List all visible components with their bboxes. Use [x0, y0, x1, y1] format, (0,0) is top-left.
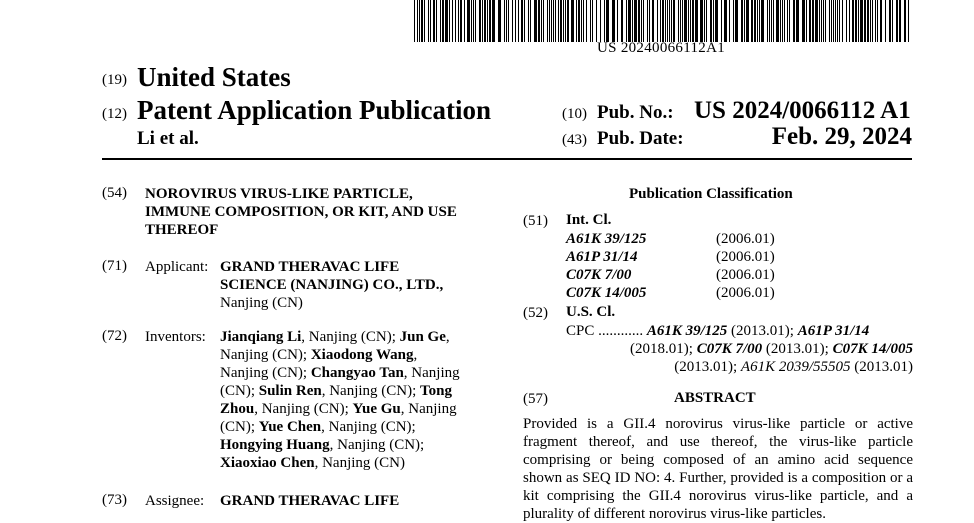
barcode-bar: [489, 0, 491, 42]
inid-code-52: (52): [523, 305, 548, 321]
barcode-bar: [812, 0, 814, 42]
barcode-bar: [581, 0, 582, 42]
barcode-bar: [872, 0, 873, 42]
inventor-location: ,: [413, 347, 418, 363]
barcode-bar: [784, 0, 785, 42]
barcode-bar: [596, 0, 597, 42]
barcode-bar: [428, 0, 429, 42]
barcode-bar: [421, 0, 423, 42]
barcode-bar: [414, 0, 415, 42]
authors: Li et al.: [137, 128, 199, 149]
ipc-code: C07K 7/00: [566, 267, 632, 283]
barcode-bar: [896, 0, 898, 42]
barcode-bar: [815, 0, 818, 42]
barcode-bar: [634, 0, 637, 42]
cpc-line: [566, 340, 913, 358]
barcode-bar: [846, 0, 847, 42]
barcode-bar: [449, 0, 450, 42]
barcode-bar: [530, 0, 531, 42]
barcode-bar: [867, 0, 869, 42]
barcode-bar: [473, 0, 474, 42]
barcode-bar: [829, 0, 830, 42]
header-divider: [102, 158, 912, 160]
ipc-code: A61P 31/14: [566, 249, 638, 265]
barcode-bar: [452, 0, 453, 42]
barcode-bar: [424, 0, 425, 42]
inventor-name: Yue Chen: [258, 419, 322, 435]
barcode-bar: [565, 0, 566, 42]
assignee-name: GRAND THERAVAC LIFE: [220, 493, 400, 509]
barcode-bar: [586, 0, 587, 42]
barcode-bar: [823, 0, 824, 42]
barcode-bar: [455, 0, 456, 42]
barcode-bar: [508, 0, 509, 42]
barcode-bar: [855, 0, 857, 42]
barcode-bar: [621, 0, 623, 42]
barcode-bar: [528, 0, 529, 42]
inid-code-57: (57): [523, 391, 548, 407]
barcode-bar: [789, 0, 790, 42]
ipc-version: (2006.01): [716, 285, 775, 301]
barcode-bar: [657, 0, 658, 42]
barcode-bar: [776, 0, 779, 42]
barcode-bar: [436, 0, 437, 42]
inid-code-19: (19): [102, 72, 127, 88]
barcode-bar: [417, 0, 418, 42]
cpc-code: A61P 31/14: [797, 323, 870, 339]
ipc-version: (2006.01): [716, 231, 775, 247]
barcode-bar: [864, 0, 866, 42]
barcode-bar: [735, 0, 738, 42]
barcode-bar: [612, 0, 615, 42]
barcode-bar: [560, 0, 562, 42]
barcode-bar: [773, 0, 774, 42]
us-cl-label: U.S. Cl.: [566, 304, 616, 320]
ipc-version: (2006.01): [716, 249, 775, 265]
cpc-code: A61K 2039/55505: [740, 359, 851, 375]
barcode-bar: [684, 0, 687, 42]
barcode-bar: [521, 0, 523, 42]
barcode-bar: [541, 0, 542, 42]
barcode-bar: [721, 0, 722, 42]
inventor-name: Hongying Huang: [220, 437, 330, 453]
barcode-bar: [741, 0, 743, 42]
barcode-bar: [692, 0, 694, 42]
barcode-bar: [899, 0, 901, 42]
cpc-text: (2013.01);: [674, 359, 741, 375]
barcode-bar: [885, 0, 886, 42]
barcode-bar: [678, 0, 679, 42]
barcode-bar: [806, 0, 807, 42]
barcode-bar: [464, 0, 465, 42]
abstract-text: Provided is a GII.4 norovirus virus-like particle or active fragment thereof, and use thereof, the virus-like particle comprising or being composed of an amino acid sequence shown as SEQ ID NO: 4. Further, provided is a composition or a kit comprising the GII.4 norovirus virus-like particle, and a plurality of different norovirus virus-like particles.: [523, 416, 913, 522]
inventor-location: , Nanjing (CN);: [254, 401, 353, 417]
inid-code-51: (51): [523, 213, 548, 229]
barcode-bar: [534, 0, 537, 42]
barcode-bar: [617, 0, 618, 42]
barcode-bar: [460, 0, 462, 42]
barcode-bar: [583, 0, 584, 42]
cpc-classification: [566, 322, 913, 376]
barcode-bar: [754, 0, 756, 42]
barcode-bar: [606, 0, 609, 42]
barcode-number: US 20240066112A1: [597, 40, 726, 56]
barcode-bar: [908, 0, 909, 42]
barcode-bar: [632, 0, 633, 42]
barcode-bar: [744, 0, 745, 42]
barcode-bar: [842, 0, 843, 42]
barcode-bar: [680, 0, 681, 42]
barcode-bar: [604, 0, 605, 42]
barcode-bar: [512, 0, 513, 42]
inventor-name: Xiaoxiao Chen: [220, 455, 315, 471]
inventors-line: [220, 346, 460, 364]
barcode-bar: [688, 0, 689, 42]
inventor-name: Jun Ge: [399, 329, 446, 345]
barcode-bar: [706, 0, 707, 42]
inventor-location: , Nanjing (CN);: [321, 419, 416, 435]
barcode-bar: [831, 0, 832, 42]
ipc-row: [566, 267, 775, 284]
cpc-line: [566, 358, 913, 376]
pub-no-value: US 2024/0066112 A1: [694, 97, 911, 124]
inventors-line: [220, 454, 460, 472]
barcode-bar: [849, 0, 850, 42]
invention-title: [145, 185, 457, 239]
barcode-bar: [643, 0, 644, 42]
cpc-code: C07K 14/005: [832, 341, 913, 357]
barcode-bar: [870, 0, 871, 42]
classification-heading: Publication Classification: [629, 186, 793, 202]
barcode-bar: [729, 0, 730, 42]
barcode-bar: [563, 0, 564, 42]
cpc-line: [566, 322, 913, 340]
barcode-bar: [724, 0, 727, 42]
barcode-bar: [713, 0, 714, 42]
cpc-code: C07K 7/00: [696, 341, 763, 357]
int-cl-label: Int. Cl.: [566, 212, 612, 228]
barcode-bar: [690, 0, 691, 42]
barcode-bar: [821, 0, 822, 42]
barcode-bar: [638, 0, 640, 42]
barcode-bar: [704, 0, 705, 42]
inventors-line: [220, 382, 460, 400]
inid-code-10: (10): [562, 106, 587, 122]
barcode-bar: [524, 0, 525, 42]
invention-title-line: THEREOF: [145, 222, 219, 238]
applicant-block: [220, 258, 443, 312]
inid-code-43: (43): [562, 132, 587, 148]
document-type-title: Patent Application Publication: [137, 95, 492, 125]
inventor-location: , Nanjing (CN);: [321, 383, 421, 399]
pub-date-value: Feb. 29, 2024: [771, 123, 912, 150]
barcode-bar: [782, 0, 783, 42]
ipc-row: [566, 249, 775, 266]
cpc-text: (2013.01);: [727, 323, 798, 339]
inventors-line: [220, 328, 460, 346]
inventors-line: [220, 400, 460, 418]
barcode-bar: [652, 0, 654, 42]
barcode-bar: [852, 0, 854, 42]
barcode-bar: [467, 0, 470, 42]
abstract-heading: ABSTRACT: [674, 390, 756, 406]
barcode-bar: [809, 0, 811, 42]
barcode-bar: [877, 0, 878, 42]
barcode-bar: [471, 0, 472, 42]
barcode-bar: [819, 0, 820, 42]
pub-date-label: Pub. Date:: [597, 128, 684, 149]
ipc-version: (2006.01): [716, 267, 775, 283]
invention-title-line: NOROVIRUS VIRUS-LIKE PARTICLE,: [145, 186, 413, 202]
barcode-bar: [767, 0, 768, 42]
barcode-bar: [880, 0, 882, 42]
barcode-bar: [433, 0, 435, 42]
barcode-bar: [567, 0, 569, 42]
inventor-location: , Nanjing: [403, 365, 460, 381]
inventor-location: Nanjing (CN);: [220, 365, 311, 381]
barcode-bar: [682, 0, 683, 42]
cpc-text: (2013.01);: [762, 341, 833, 357]
barcode-bar: [553, 0, 554, 42]
barcode-bar: [445, 0, 448, 42]
barcode-bar: [487, 0, 488, 42]
barcode-bar: [787, 0, 788, 42]
barcode-bar: [710, 0, 712, 42]
inid-code-71: (71): [102, 258, 127, 274]
barcode-bar: [578, 0, 580, 42]
barcode-bar: [458, 0, 459, 42]
applicant-location: Nanjing (CN): [220, 295, 303, 311]
barcode-bar: [440, 0, 441, 42]
inventor-location: ,: [445, 329, 450, 345]
barcode-bar: [715, 0, 718, 42]
inventor-name: Jianqiang Li: [220, 329, 302, 345]
barcode-bar: [592, 0, 593, 42]
barcode-bar: [669, 0, 670, 42]
barcode-bar: [759, 0, 760, 42]
inventors-label: Inventors:: [145, 329, 206, 345]
barcode-bar: [695, 0, 698, 42]
inventor-location: Nanjing (CN);: [220, 347, 311, 363]
barcode-bar: [825, 0, 826, 42]
ipc-row: [566, 231, 775, 248]
barcode-bar: [671, 0, 672, 42]
barcode-bar: [892, 0, 893, 42]
applicant-name-line: GRAND THERAVAC LIFE: [220, 259, 400, 275]
barcode-bar: [558, 0, 559, 42]
barcode-bar: [751, 0, 753, 42]
barcode-bar: [543, 0, 544, 42]
inventor-location: (CN);: [220, 419, 259, 435]
barcode-bar: [549, 0, 550, 42]
inventor-location: (CN);: [220, 383, 259, 399]
barcode-bar: [506, 0, 507, 42]
barcode-bar: [780, 0, 781, 42]
barcode-bar: [802, 0, 805, 42]
barcode-bar: [796, 0, 799, 42]
barcode-bar: [746, 0, 749, 42]
barcode-bar: [660, 0, 661, 42]
barcode-bar: [504, 0, 505, 42]
barcode-bar: [626, 0, 627, 42]
barcode-bar: [889, 0, 891, 42]
inventor-name: Changyao Tan: [310, 365, 404, 381]
cpc-text: (2013.01): [850, 359, 913, 375]
inventor-location: , Nanjing (CN);: [301, 329, 400, 345]
inventor-name: Zhou: [220, 401, 255, 417]
barcode-bar: [733, 0, 734, 42]
barcode-bar: [662, 0, 664, 42]
barcode-bar: [492, 0, 495, 42]
barcode-bar: [555, 0, 556, 42]
inventors-line: [220, 436, 460, 454]
barcode-bar: [837, 0, 838, 42]
inid-code-54: (54): [102, 185, 127, 201]
barcode-bar: [479, 0, 481, 42]
barcode-bar: [833, 0, 834, 42]
inid-code-72: (72): [102, 328, 127, 344]
barcode-bar: [538, 0, 540, 42]
inventor-name: Tong: [420, 383, 453, 399]
barcode-bar: [498, 0, 501, 42]
barcode-bar: [628, 0, 631, 42]
inventor-location: , Nanjing (CN);: [329, 437, 425, 453]
barcode-bar: [475, 0, 476, 42]
ipc-code: C07K 14/005: [566, 285, 647, 301]
barcode-bar: [649, 0, 650, 42]
country-title: United States: [137, 62, 291, 92]
barcode-bar: [430, 0, 431, 42]
invention-title-line: IMMUNE COMPOSITION, OR KIT, AND USE: [145, 204, 457, 220]
applicant-name-line: SCIENCE (NANJING) CO., LTD.,: [220, 277, 444, 293]
barcode-bar: [515, 0, 516, 42]
barcode: [414, 0, 912, 42]
barcode-bar: [442, 0, 444, 42]
inid-code-73: (73): [102, 492, 127, 508]
barcode-bar: [904, 0, 906, 42]
barcode-bar: [551, 0, 552, 42]
barcode-bar: [835, 0, 836, 42]
barcode-bar: [875, 0, 876, 42]
cpc-code: A61K 39/125: [646, 323, 728, 339]
inventors-list: [220, 328, 460, 472]
inventor-location: , Nanjing: [400, 401, 457, 417]
barcode-bar: [571, 0, 574, 42]
cpc-text: (2018.01);: [630, 341, 697, 357]
barcode-bar: [839, 0, 840, 42]
barcode-bar: [793, 0, 795, 42]
barcode-bar: [769, 0, 770, 42]
barcode-bar: [590, 0, 591, 42]
barcode-bar: [667, 0, 668, 42]
barcode-bar: [576, 0, 577, 42]
barcode-bar: [547, 0, 548, 42]
barcode-bar: [647, 0, 648, 42]
barcode-bar: [482, 0, 483, 42]
barcode-bar: [641, 0, 642, 42]
inventors-line: [220, 418, 460, 436]
barcode-bar: [700, 0, 703, 42]
barcode-bar: [484, 0, 486, 42]
barcode-bar: [761, 0, 764, 42]
barcode-bar: [518, 0, 519, 42]
barcode-bar: [673, 0, 675, 42]
ipc-row: [566, 285, 775, 302]
assignee-label: Assignee:: [145, 493, 205, 509]
inid-code-12: (12): [102, 106, 127, 122]
barcode-bar: [665, 0, 666, 42]
barcode-bar: [860, 0, 863, 42]
inventor-name: Yue Gu: [352, 401, 401, 417]
cpc-text: CPC ............: [566, 323, 647, 339]
barcode-bar: [600, 0, 601, 42]
pub-no-label: Pub. No.:: [597, 102, 674, 123]
inventors-line: [220, 364, 460, 382]
barcode-bar: [858, 0, 859, 42]
barcode-bar: [757, 0, 758, 42]
ipc-code: A61K 39/125: [566, 231, 647, 247]
barcode-bar: [771, 0, 772, 42]
barcode-bar: [419, 0, 420, 42]
applicant-label: Applicant:: [145, 259, 209, 275]
inventor-name: Sulin Ren: [258, 383, 322, 399]
inventor-name: Xiaodong Wang: [310, 347, 414, 363]
inventor-location: , Nanjing (CN): [314, 455, 405, 471]
